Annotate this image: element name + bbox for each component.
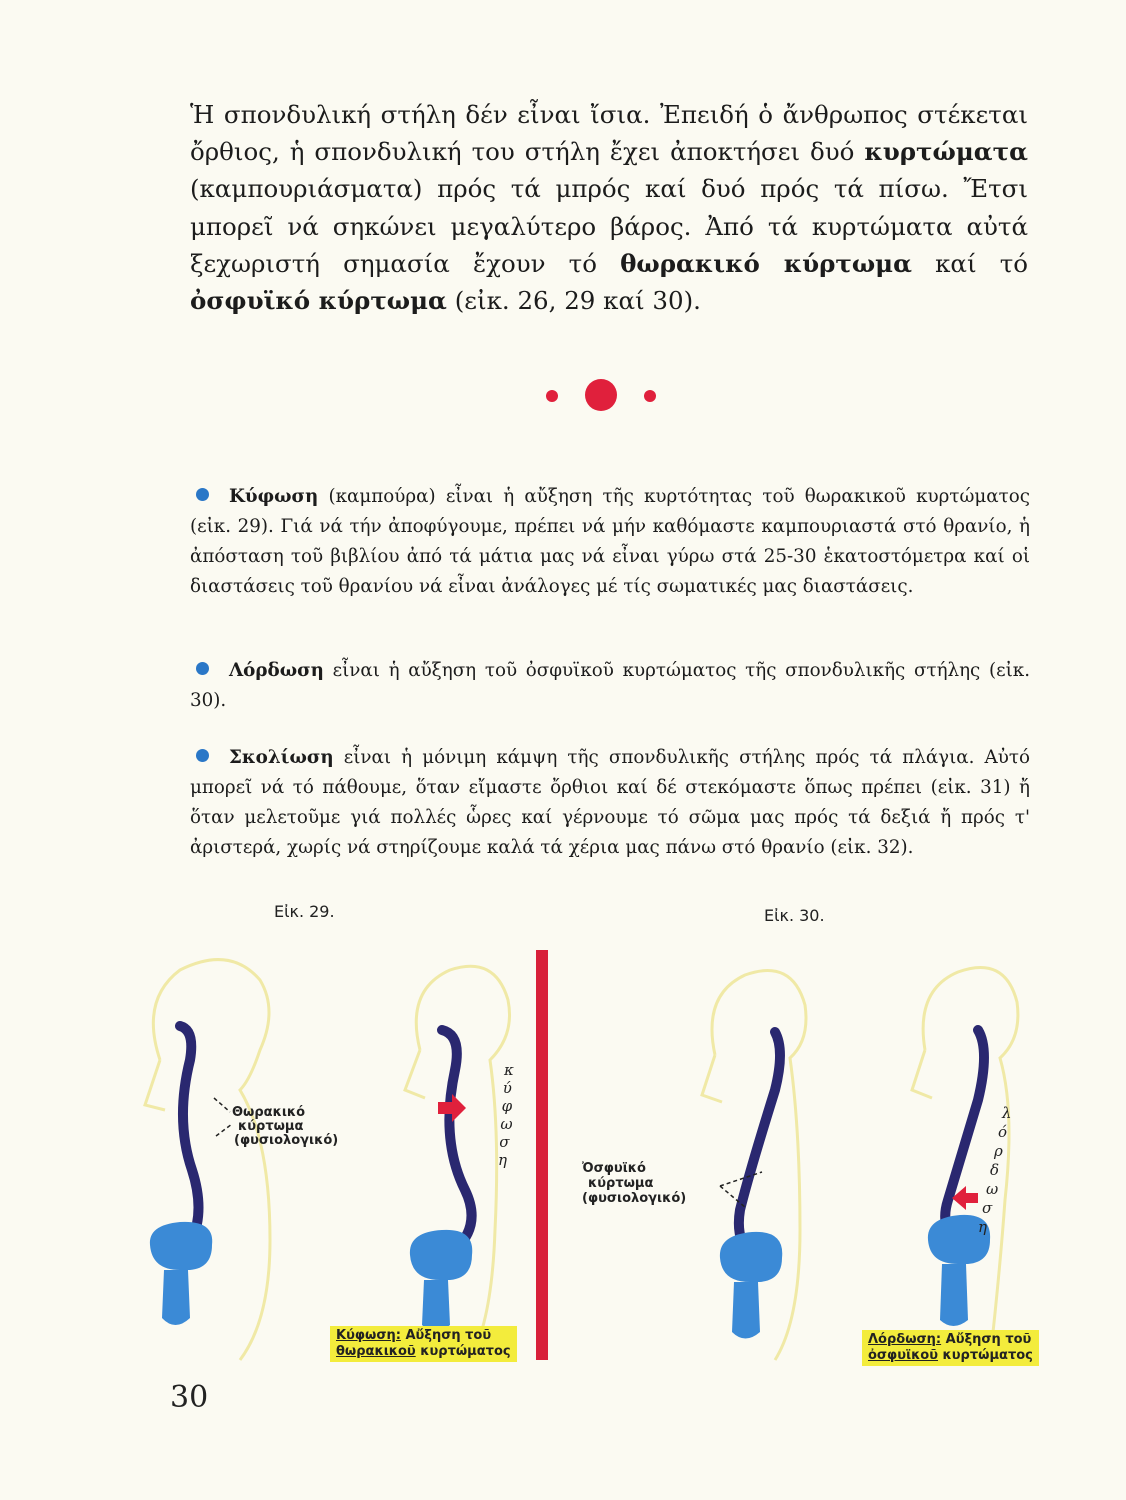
dot-left	[546, 390, 558, 402]
fig30-normal-pelvis	[720, 1232, 782, 1339]
dot-center	[585, 379, 617, 411]
vertical-letter: η	[978, 1218, 987, 1236]
section-lordosis	[190, 656, 1030, 716]
vertical-letter: φ	[501, 1097, 513, 1115]
intro-bold-lumbar: ὀσφυϊκό κύρτωμα	[190, 286, 447, 316]
vertical-letter: ω	[500, 1115, 513, 1133]
intro-text-1: Ἡ σπονδυλική στήλη δέν εἶναι ἴσια. Ἐπειδή ὁ ἄνθρωπος στέκεται ὄρθιος, ἡ σπονδυλική του στήλη ἔχει ἀποκτήσει δυό	[190, 100, 1028, 167]
vertical-letter: η	[498, 1151, 507, 1169]
fig29-caption-rest: Αὔξηση τοῦ	[405, 1328, 492, 1343]
section-scoliosis	[190, 743, 1030, 863]
fig29-caption	[330, 1326, 517, 1362]
fig29-callout-lines	[214, 1098, 232, 1136]
fig29-callout-line1: Θωρακικό	[232, 1105, 306, 1120]
vertical-letter: ω	[986, 1180, 999, 1198]
fig30-callout-line3: (φυσιολογικό)	[582, 1191, 687, 1206]
spine-figures	[120, 940, 1080, 1390]
fig29-normal-spine	[180, 1026, 199, 1240]
fig29-callout-line3: (φυσιολογικό)	[234, 1133, 339, 1148]
intro-text-3: καί τό	[911, 248, 1028, 278]
fig30-caption-term: Λόρδωση:	[868, 1332, 942, 1347]
vertical-letter: ύ	[502, 1079, 512, 1097]
fig30-callout-line1: Ὀσφυϊκό	[582, 1161, 646, 1176]
fig30-normal-spine	[739, 1032, 780, 1258]
bullet-icon	[196, 662, 209, 675]
vertical-letter: σ	[499, 1133, 510, 1151]
intro-bold-curvatures: κυρτώματα	[864, 137, 1028, 167]
fig29-vertical-word	[498, 1061, 514, 1169]
intro-bold-thoracic: θωρακικό κύρτωμα	[620, 248, 912, 278]
intro-text-2: (καμπουριάσματα) πρός τά μπρός καί δυό πρός τά πίσω. Ἔτσι μπορεῖ νά σηκώνει μεγαλύτερο βάρος. Ἀπό τά κυρτώματα αὐτά ξεχωριστή σημασία ἔχουν τό	[190, 174, 1028, 278]
figure-divider	[536, 950, 548, 1360]
vertical-letter: λ	[1002, 1104, 1012, 1122]
intro-text-4: (εἰκ. 26, 29 καί 30).	[446, 286, 701, 316]
vertical-letter: ό	[998, 1123, 1008, 1141]
fig29-vertical-word-text	[498, 1061, 514, 1169]
section-divider-dots	[540, 378, 660, 418]
bullet-icon	[196, 749, 209, 762]
fig30-caption-rest: Αὔξηση τοῦ	[945, 1332, 1032, 1347]
term-kyphosis: Κύφωση	[229, 486, 319, 507]
text-lordosis: εἶναι ἡ αὔξηση τοῦ ὀσφυϊκοῦ κυρτώματος τῆς σπονδυλικῆς στήλης (εἰκ. 30).	[190, 660, 1030, 711]
vertical-letter: ρ	[994, 1142, 1003, 1160]
fig30-label: Εἰκ. 30.	[764, 906, 825, 925]
fig29-label: Εἰκ. 29.	[274, 902, 335, 921]
vertical-letter: δ	[990, 1161, 1000, 1179]
intro-paragraph	[190, 96, 1028, 319]
vertical-letter: σ	[982, 1199, 993, 1217]
fig29-kyphosis-spine	[442, 1030, 472, 1250]
text-kyphosis: (καμπούρα) εἶναι ἡ αὔξηση τῆς κυρτότητας τοῦ θωρακικοῦ κυρτώματος (εἰκ. 29). Γιά νά τήν ἀποφύγουμε, πρέπει νά μήν καθόμαστε καμπουριαστά στό θρανίο, ἡ ἀπόσταση τοῦ βιβλίου ἀπό τά μάτια μας νά εἶναι γύρω στά 25-30 ἑκατοστόμετρα καί οἱ διαστάσεις τοῦ θρανίου νά εἶναι ἀνάλογες μέ τίς σωματικές μας διαστάσεις.	[190, 486, 1030, 597]
fig29-caption-term: Κύφωση:	[336, 1328, 401, 1343]
vertical-letter: κ	[504, 1061, 514, 1079]
page-number: 30	[170, 1380, 209, 1415]
fig30-caption	[862, 1330, 1039, 1366]
fig29-callout-line2: κύρτωμα	[238, 1119, 304, 1134]
fig30-caption-line2a: ὀσφυϊκοῦ	[868, 1348, 939, 1363]
fig29-caption-line2a: θωρακικοῦ	[336, 1344, 416, 1359]
term-scoliosis: Σκολίωση	[229, 747, 334, 768]
term-lordosis: Λόρδωση	[229, 660, 324, 681]
fig30-callout-line2: κύρτωμα	[588, 1176, 654, 1191]
dot-right	[644, 390, 656, 402]
fig29-normal-pelvis	[150, 1222, 212, 1325]
fig29-kyphosis-pelvis	[410, 1230, 472, 1332]
text-scoliosis: εἶναι ἡ μόνιμη κάμψη τῆς σπονδυλικῆς στήλης πρός τά πλάγια. Αὐτό μπορεῖ νά τό πάθουμε, ὅταν εἴμαστε ὄρθιοι καί δέ στεκόμαστε ὅπως πρέπει (εἰκ. 31) ἤ ὅταν μελετοῦμε γιά πολλές ὧρες καί γέρνουμε τό σῶμα μας πρός τά δεξιά ἤ πρός τ' ἀριστερά, χωρίς νά στηρίζουμε καλά τά χέρια μας πάνω στό θρανίο (εἰκ. 32).	[190, 747, 1030, 858]
section-kyphosis	[190, 482, 1030, 602]
fig29-caption-line2b: κυρτώματος	[420, 1344, 511, 1359]
fig30-caption-line2b: κυρτώματος	[942, 1348, 1033, 1363]
fig29-kyphosis-arrow-icon	[438, 1094, 466, 1122]
bullet-icon	[196, 488, 209, 501]
